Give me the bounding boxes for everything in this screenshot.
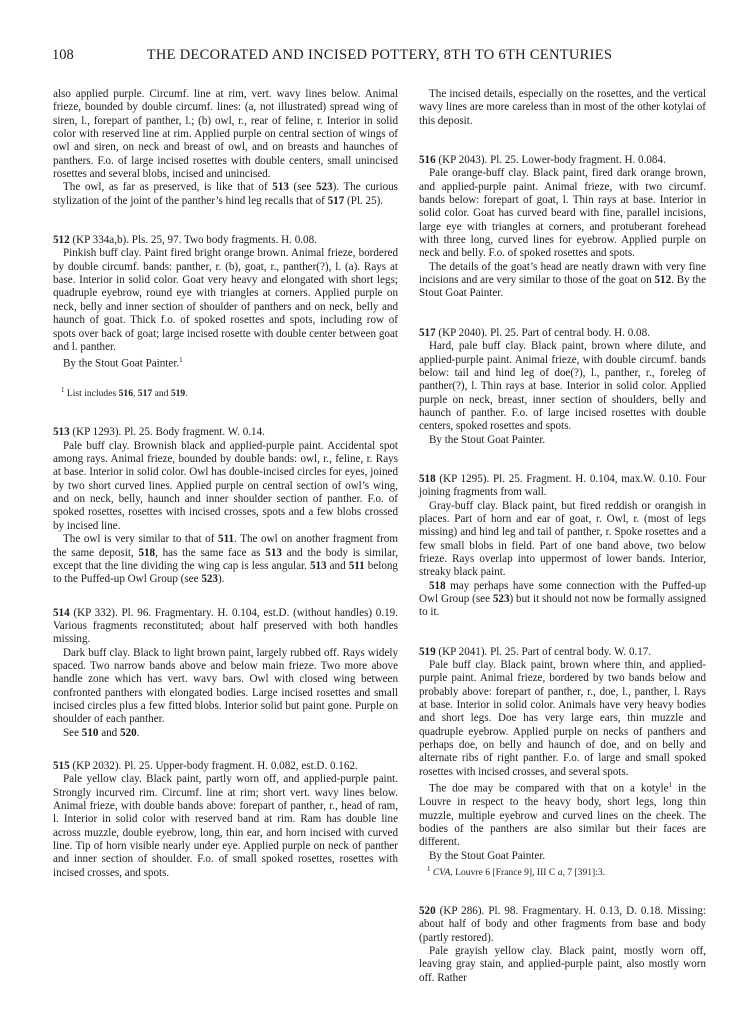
entry-description: Pinkish buff clay. Paint fired bright orange brown. Animal frieze, bordered by double circumf. bands: panther, r. (b), goat, r., panther(?), l. (a). Rays at base. Interior in solid color. Goat very heavy and elongated with short legs; quadruple eyebrow, round eye with triangles at corners. Applied purple on neck, belly and inner section of shoulder of panthers and on neck, belly and haunch of goat. Thick f.o. of spoked rosettes and spots, including row of spots over back of goat; large incised rosette with double center between goat and l. panther. <box>53 247 398 353</box>
entry-heading: 518 (KP 1295). Pl. 25. Fragment. H. 0.104, max.W. 0.10. Four joining fragments from wall. <box>419 472 706 499</box>
catalog-entry-515 <box>53 760 398 880</box>
catalog-number: 512 <box>53 234 70 247</box>
running-header <box>52 47 707 69</box>
entry-description: Pale orange-buff clay. Black paint, fired dark orange brown, and applied-purple paint. Animal frieze, with two circumf. bands below: forepart of goat, l. Thin rays at base. Interior in solid color. Goat has curved beard with fine, parallel incisions, large eye with triangles at corners, and protuberant forehead with three long, curved lines for eyebrow. Applied purple on neck and belly. F.o. of spoked rosettes and spots. <box>419 167 706 260</box>
footnote: $^1$ List includes 516, 517 and 519. <box>61 386 188 400</box>
catalog-number: 515 <box>53 759 70 772</box>
entry-attribution: By the Stout Goat Painter. <box>429 849 546 862</box>
entry-description: Pale grayish yellow clay. Black paint, mostly worn off, leaving gray stain, and applied-purple paint, also mostly worn off. Rather <box>419 945 706 984</box>
entry-heading: 519 (KP 2041). Pl. 25. Part of central body. W. 0.17. <box>419 645 652 658</box>
right-column <box>419 88 706 985</box>
catalog-entry-513 <box>53 426 398 586</box>
catalog-number: 517 <box>419 326 436 339</box>
running-title: THE DECORATED AND INCISED POTTERY, 8TH TO 6TH CENTURIES <box>146 47 613 63</box>
entry-commentary: The owl is very similar to that of 511. The owl on another fragment from the same deposit, 518, has the same face as 513 and the body is similar, except that the line dividing the wing cap is less angular. 513 and 511 belong to the Puffed-up Owl Group (see 523). <box>53 533 398 586</box>
entry-attribution: By the Stout Goat Painter. <box>429 433 546 446</box>
catalog-number: 514 <box>53 606 70 619</box>
catalog-number: 518 <box>419 472 436 485</box>
continuation-comment: The owl, as far as preserved, is like that of 513 (see 523). The curious stylization of the joint of the panther’s hind leg recalls that of 517 (Pl. 25). <box>53 181 398 207</box>
entry-description: Hard, pale buff clay. Black paint, brown where dilute, and applied-purple paint. Animal frieze, with double circumf. bands below: tail and hind leg of doe(?), l., panther, r., foreleg of panther(?), l. Thin rays at base. Interior in solid color. Applied purple on neck, breast, inner section of shoulders, belly and haunch of panther. F.o. of large incised rosettes with double centers, spoked rosettes and spots. <box>419 340 706 433</box>
entry-description: Gray-buff clay. Black paint, but fired reddish or orangish in places. Part of horn and ear of goat, r. Owl, r. (most of legs missing) and hind leg and tail of panther, r. Spoke rosettes and a few small blobs in field. Part of one band above, two below frieze. Rays overlap into uppermost of lower bands. Interior, streaky black paint. <box>419 499 706 579</box>
page-number: 108 <box>52 47 74 63</box>
catalog-number: 513 <box>53 426 70 439</box>
catalog-entry-517 <box>419 327 706 447</box>
catalog-entry-514 <box>53 607 398 740</box>
entry-heading: 517 (KP 2040). Pl. 25. Part of central body. H. 0.08. <box>419 326 650 339</box>
entry-heading: 516 (KP 2043). Pl. 25. Lower-body fragment. H. 0.084. <box>419 154 666 167</box>
left-column <box>53 88 398 880</box>
entry-heading: 515 (KP 2032). Pl. 25. Upper-body fragment. H. 0.082, est.D. 0.162. <box>53 759 358 772</box>
catalog-entry-516 <box>419 154 706 301</box>
entry-heading: 514 (KP 332). Pl. 96. Fragmentary. H. 0.104, est.D. (without handles) 0.19. Various fragments reconstituted; about half preserved with both handles missing. <box>53 606 398 646</box>
entry-description: Dark buff clay. Black to light brown paint, largely rubbed off. Rays widely spaced. Two narrow bands above and below main frieze. Two more above handle zone which has vert. wavy bars. Owl with closed wing between confronted panthers with elongated bodies. Large incised rosettes and small incised circles plus a few fitted blobs. Interior solid but paint gone. Purple on shoulder of each panther. <box>53 646 398 726</box>
footnote: $^1$ CVA, Louvre 6 [France 9], III C a, 7 [391]:3. <box>427 864 606 879</box>
entry-heading: 520 (KP 286). Pl. 98. Fragmentary. H. 0.13, D. 0.18. Missing: about half of body and other fragments from base and body (partly restored). <box>419 905 706 944</box>
catalog-number: 519 <box>419 645 436 658</box>
catalog-number: 516 <box>419 154 436 167</box>
entry-heading: 513 (KP 1293). Pl. 25. Body fragment. W. 0.14. <box>53 426 265 439</box>
catalog-number: 520 <box>419 905 436 918</box>
entry-heading: 512 (KP 334a,b). Pls. 25, 97. Two body fragments. H. 0.08. <box>53 234 317 247</box>
entry-description: Pale yellow clay. Black paint, partly worn off, and applied-purple paint. Strongly incurved rim. Circumf. line at rim; short vert. wavy lines below. Animal frieze, with double bands above: forepart of panther, r., head of ram, l. Interior in solid color with reserved band at rim. Ram has double line across muzzle, double eyebrow, long, thin ear, and horn incised with curved line. Tip of horn visible nearly under eye. Applied purple on neck of panther and inner section of shoulder. F.o. of small spoked rosettes, rosettes with incised crosses, and spots. <box>53 773 398 879</box>
entry-commentary: The doe may be compared with that on a kotyle$^1$ in the Louvre in respect to the heavy body, short legs, long thin muzzle, multiple eyebrow and curved lines on the cheek. The bodies of the panthers are also similar but their faces are different. <box>419 781 706 849</box>
catalog-entry-519 <box>419 646 706 879</box>
entry-description: Pale buff clay. Brownish black and applied-purple paint. Accidental spot among rays. Animal frieze, bounded by double bands: owl, r., feline, r. Rays at base. Interior in solid color. Owl has double-incised circles for eyes, joined by two short curved lines. Applied purple on central section of owl’s wing, and on neck, belly, haunch and inner shoulder section of panther. F.o. of spoked rosettes, rosettes with incised crosses, spots and a few blobs crossed by incised line. <box>53 439 398 532</box>
entry-attribution: By the Stout Goat Painter.$^1$ <box>63 356 183 370</box>
entry-see-also: See 510 and 520. <box>63 726 140 739</box>
entry-description: Pale buff clay. Black paint, brown where thin, and applied-purple paint. Animal frieze, bordered by two bands below and probably above: forepart of panther, r., doe, l., panther, l. Rays at base. Interior in solid color. Animals have very heavy bodies and short legs. Doe has very large ears, thin muzzle and quadruple eyebrow. Applied purple on necks of panthers and perhaps doe, on belly and haunch of doe, and on belly and alternate ribs of right panther. F.o. of large and small spoked rosettes with incised crosses, and several spots. <box>419 659 706 778</box>
catalog-entry-520 <box>419 905 706 985</box>
continuation-paragraph: also applied purple. Circumf. line at rim, vert. wavy lines below. Animal frieze, bounded by double circumf. lines: (a, not illustrated) spread wing of siren, l., forepart of panther, l.; (b) owl, r., rear of feline, r. Interior in solid color with reserved line at rim. Applied purple on central section of wings of owl and siren, on neck and breast of owl, and on breasts and haunches of panthers. F.o. of large incised rosettes with double centers, small unincised rosettes and several blobs, incised and unincised. <box>53 88 398 181</box>
entry-commentary: The details of the goat’s head are neatly drawn with very fine incisions and are very similar to those of the goat on 512. By the Stout Goat Painter. <box>419 260 706 300</box>
catalog-entry-512 <box>53 234 398 400</box>
catalog-entry-518 <box>419 473 706 620</box>
entry-commentary: 518 may perhaps have some connection with the Puffed-up Owl Group (see 523) but it should not now be formally assigned to it. <box>419 579 706 619</box>
continuation-paragraph: The incised details, especially on the rosettes, and the vertical wavy lines are more careless than in most of the other kotylai of this deposit. <box>419 88 706 127</box>
